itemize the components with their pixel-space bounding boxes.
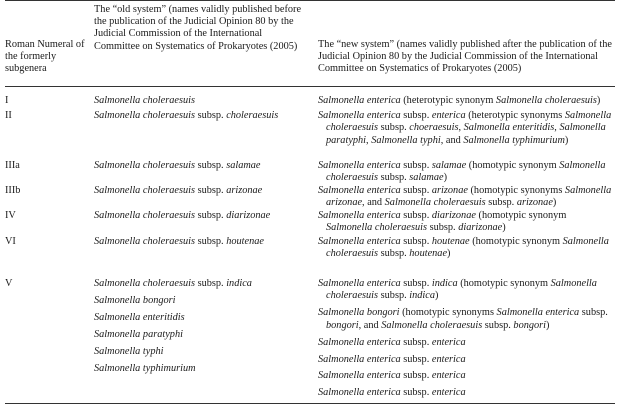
row-numeral: V bbox=[5, 278, 13, 289]
new-name-item bbox=[318, 354, 614, 366]
new-name-line: Salmonella enterica subsp. enterica bbox=[318, 370, 466, 382]
new-name-line: Salmonella enterica subsp. enterica bbox=[318, 336, 466, 348]
old-name-item: Salmonella choleraesuis subsp. indica bbox=[94, 278, 252, 289]
table-header-rule bbox=[5, 86, 615, 87]
new-name-line: Salmonella enterica subsp. enterica bbox=[318, 353, 466, 365]
header-roman-numeral: Roman Numeral of the formerly subgenera bbox=[5, 39, 85, 75]
new-name-line: arizonae, and Salmonella choleraesuis subsp. arizonae) bbox=[326, 197, 557, 209]
new-name-line: Salmonella enterica (heterotypic synonym Salmonella choleraesuis) bbox=[318, 95, 601, 106]
table-top-rule bbox=[5, 0, 615, 1]
row-old-name: Salmonella choleraesuis subsp. diarizonae bbox=[94, 210, 271, 221]
row-old-name: Salmonella choleraesuis subsp. salamae bbox=[94, 160, 261, 171]
row-numeral: IV bbox=[5, 210, 16, 221]
new-name-line: choleraesuis subsp. indica) bbox=[326, 290, 439, 302]
new-name-item bbox=[318, 387, 614, 399]
new-name-item bbox=[318, 370, 614, 382]
row-new-name bbox=[318, 236, 614, 261]
row-numeral: VI bbox=[5, 236, 16, 247]
row-numeral: IIIa bbox=[5, 160, 20, 171]
row-numeral: IIIb bbox=[5, 185, 21, 196]
new-name-line: Salmonella enterica subsp. enterica (heterotypic synonyms Salmonella bbox=[318, 110, 612, 121]
row-old-name bbox=[94, 278, 304, 379]
new-name-line: Salmonella enterica subsp. arizonae (homotypic synonyms Salmonella bbox=[318, 185, 612, 196]
old-name-item: Salmonella typhi bbox=[94, 345, 164, 357]
old-name-item: Salmonella bongori bbox=[94, 294, 176, 306]
new-name-line: Salmonella enterica subsp. salamae (homotypic synonym Salmonella bbox=[318, 160, 606, 171]
new-name-line: bongori, and Salmonella choleraesuis subsp. bongori) bbox=[326, 319, 550, 331]
row-new-name bbox=[318, 160, 614, 185]
new-name-item bbox=[318, 278, 614, 303]
header-new-system: The “new system” (names validly published after the publication of the Judicial Opinion 80 by the Judicial Commission of the International Committee on Systematics of Prokaryotes (2005) bbox=[318, 39, 612, 75]
new-name-line: Salmonella bongori (homotypic synonyms Salmonella enterica subsp. bbox=[318, 307, 608, 319]
new-name-line: Salmonella enterica subsp. houtenae (homotypic synonym Salmonella bbox=[318, 236, 609, 247]
row-numeral: I bbox=[5, 95, 9, 106]
new-name-line: choleraesuis subsp. salamae) bbox=[326, 172, 448, 184]
row-new-name bbox=[318, 95, 614, 107]
row-new-name bbox=[318, 185, 614, 210]
new-name-line: choleraesuis subsp. houtenae) bbox=[326, 248, 451, 260]
new-name-item bbox=[318, 307, 614, 332]
row-old-name: Salmonella choleraesuis subsp. choleraesuis bbox=[94, 110, 279, 121]
new-name-line: Salmonella enterica subsp. enterica bbox=[318, 387, 466, 399]
old-name-item: Salmonella typhimurium bbox=[94, 362, 196, 374]
row-numeral: II bbox=[5, 110, 12, 121]
new-name-line: choleraesuis subsp. choeraesuis, Salmonella enteritidis, Salmonella bbox=[326, 122, 606, 134]
new-name-line: Salmonella enterica subsp. diarizonae (homotypic synonym bbox=[318, 210, 567, 221]
row-new-name bbox=[318, 110, 614, 147]
row-old-name: Salmonella choleraesuis subsp. houtenae bbox=[94, 236, 264, 247]
new-name-line: Salmonella enterica subsp. indica (homotypic synonym Salmonella bbox=[318, 278, 597, 289]
row-old-name: Salmonella choleraesuis bbox=[94, 95, 195, 106]
old-name-item: Salmonella enteritidis bbox=[94, 311, 185, 323]
old-name-item: Salmonella paratyphi bbox=[94, 328, 183, 340]
new-name-line: paratyphi, Salmonella typhi, and Salmonella typhimurium) bbox=[326, 134, 569, 146]
header-old-system: The “old system” (names validly published before the publication of the Judicial Opinion 80 by the Judicial Commission of the International Committee on Systematics of Prokaryotes (2005) bbox=[94, 4, 302, 52]
new-name-line: Salmonella choleraesuis subsp. diarizonae) bbox=[326, 222, 506, 234]
new-name-item bbox=[318, 337, 614, 349]
row-new-name bbox=[318, 210, 614, 235]
row-new-name bbox=[318, 278, 614, 404]
row-old-name: Salmonella choleraesuis subsp. arizonae bbox=[94, 185, 263, 196]
